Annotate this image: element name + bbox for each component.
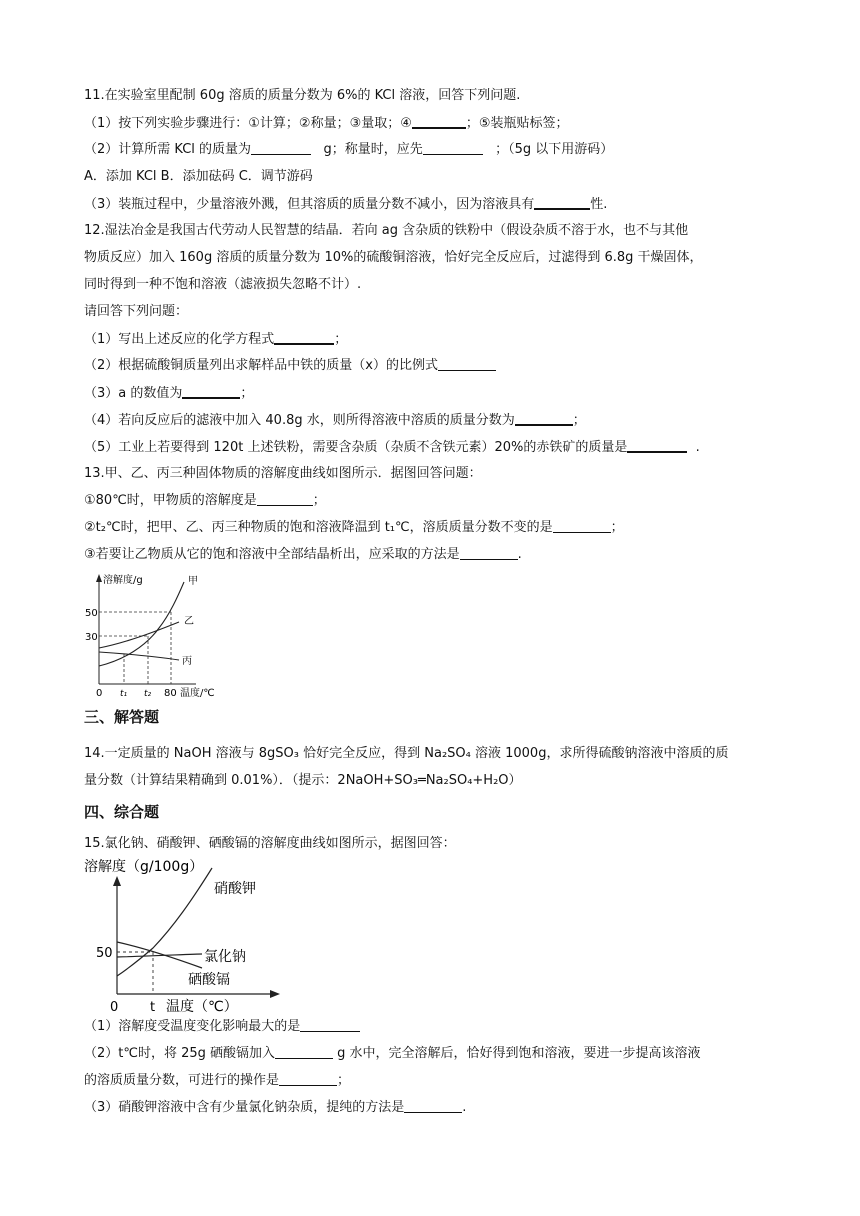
q11-options: A．添加 KCl B．添加砝码 C．调节游码 xyxy=(84,169,313,184)
q15-purify-blank[interactable] xyxy=(404,1098,462,1113)
q13-solubility-blank[interactable] xyxy=(257,491,313,506)
q15-stem: 15.氯化钠、硝酸钾、硒酸镉的溶解度曲线如图所示，据图回答： xyxy=(84,836,456,851)
q11-stem: 11.在实验室里配制 60g 溶质的质量分数为 6%的 KCl 溶液，回答下列问题. xyxy=(84,88,521,103)
q13-solubility-figure xyxy=(84,572,234,702)
q11-part1-text: （1）按下列实验步骤进行：①计算；②称量；③量取；④ xyxy=(84,116,412,131)
q15-part3-text: （3）硝酸钾溶液中含有少量氯化钠杂质，提纯的方法是 xyxy=(84,1100,405,1115)
q15-ytick-50: 50 xyxy=(96,946,113,961)
q12-part3-text: （3）a 的数值为 xyxy=(84,386,183,401)
q15-part3 xyxy=(84,1098,466,1118)
q12-ratio-blank[interactable] xyxy=(438,356,496,371)
q13-unchanged-blank[interactable] xyxy=(553,518,611,533)
q15-part2-text-cont: 的溶质质量分数，可进行的操作是 xyxy=(84,1073,280,1088)
q12-a-value-blank[interactable] xyxy=(182,383,240,399)
q12-equation-blank[interactable] xyxy=(274,329,334,345)
q12-stem-line2: 物质反应）加入 160g 溶质的质量分数为 10%的硫酸铜溶液，恰好完全反应后，过滤得到 6.8g 干燥固体， xyxy=(84,250,703,265)
q15-part2-text: （2）t℃时，将 25g 硒酸镉加入 xyxy=(84,1046,276,1061)
q15-label-nacl: 氯化钠 xyxy=(204,949,246,965)
q12-part5 xyxy=(84,437,700,458)
q15-most-affected-blank[interactable] xyxy=(300,1017,360,1032)
q15-x-arrow xyxy=(270,990,280,998)
q12-stem-line1: 12.湿法冶金是我国古代劳动人民智慧的结晶．若向 ag 含杂质的铁粉中（假设杂质不溶于水，也不与其他 xyxy=(84,223,689,238)
q15-curve-kno3 xyxy=(117,868,212,976)
q11-part3-text: （3）装瓶过程中，少量溶液外溅，但其溶质的质量分数不减小，因为溶液具有 xyxy=(84,197,535,212)
q15-part3-end: . xyxy=(462,1100,467,1115)
q13-curve-yi xyxy=(99,622,179,648)
q13-y-arrow xyxy=(96,574,102,582)
q15-xtick-t: t xyxy=(150,1000,156,1015)
q13-ytick-50: 50 xyxy=(85,608,98,619)
q11-part3 xyxy=(84,194,607,215)
q15-part2-line1 xyxy=(84,1044,701,1064)
q12-part3-end: ； xyxy=(240,386,254,401)
q15-xtick-0: 0 xyxy=(110,1000,119,1015)
q13-curve-bing xyxy=(99,652,179,660)
q12-part2-text: （2）根据硫酸铜质量列出求解样品中铁的质量（x）的比例式 xyxy=(84,358,438,373)
q11-part2-text-end: ；（5g 以下用游码） xyxy=(495,142,614,157)
q15-y-arrow xyxy=(113,876,121,886)
q13-part2-end: ； xyxy=(610,520,624,535)
section-3-heading: 三、解答题 xyxy=(84,708,160,726)
q11-weigh-first-blank[interactable] xyxy=(423,140,483,155)
q13-part3 xyxy=(84,545,522,565)
q12-part5-end: . xyxy=(695,440,700,455)
q12-part1-text: （1）写出上述反应的化学方程式 xyxy=(84,332,275,347)
q13-ylabel: 溶解度/g xyxy=(103,575,143,586)
q12-fraction-blank[interactable] xyxy=(515,410,573,426)
q13-xtick-0: 0 xyxy=(96,688,103,699)
q15-solubility-figure xyxy=(84,856,284,1016)
q15-part1 xyxy=(84,1017,360,1037)
q12-part1 xyxy=(84,329,347,350)
q11-kcl-mass-blank[interactable] xyxy=(251,140,311,155)
q13-part2 xyxy=(84,518,624,538)
q12-part5-text: （5）工业上若要得到 120t 上述铁粉，需要含杂质（杂质不含铁元素）20%的赤铁矿的质量是 xyxy=(84,440,628,455)
q15-water-mass-blank[interactable] xyxy=(275,1044,333,1059)
q13-label-bing: 丙 xyxy=(182,656,192,667)
q12-part4-end: ； xyxy=(572,413,586,428)
q12-part3 xyxy=(84,383,253,404)
q15-part1-text: （1）溶解度受温度变化影响最大的是 xyxy=(84,1019,301,1034)
q13-xtick-t2: t₂ xyxy=(144,689,152,699)
q11-step4-blank[interactable] xyxy=(412,113,466,129)
q12-ore-mass-blank[interactable] xyxy=(627,437,687,453)
q15-part2-end: ； xyxy=(337,1073,351,1088)
q13-stem: 13.甲、乙、丙三种固体物质的溶解度曲线如图所示．据图回答问题： xyxy=(84,466,482,481)
q13-xlabel: 温度/℃ xyxy=(180,688,215,699)
q15-xlabel: 温度（℃） xyxy=(166,999,238,1015)
q12-stem-line3: 同时得到一种不饱和溶液（滤液损失忽略不计）. xyxy=(84,277,362,292)
q13-part1-end: ； xyxy=(312,493,326,508)
section-4-heading: 四、综合题 xyxy=(84,803,160,821)
q11-part2-text-mid: g；称量时，应先 xyxy=(323,142,423,157)
q13-part2-text: ②t₂℃时，把甲、乙、丙三种物质的饱和溶液降温到 t₁℃，溶质质量分数不变的是 xyxy=(84,520,553,535)
q13-label-yi: 乙 xyxy=(184,616,194,627)
q11-part1 xyxy=(84,113,569,134)
q13-ytick-30: 30 xyxy=(85,632,98,643)
q13-xtick-80: 80 xyxy=(164,688,177,699)
q12-prompt: 请回答下列问题： xyxy=(84,304,189,319)
q12-part2 xyxy=(84,356,496,376)
q13-method-blank[interactable] xyxy=(460,545,518,560)
q11-part2 xyxy=(84,140,613,160)
q15-ylabel: 溶解度（g/100g） xyxy=(84,859,204,875)
q13-part3-end: . xyxy=(517,547,522,562)
q13-part1-text: ①80℃时，甲物质的溶解度是 xyxy=(84,493,257,508)
q11-part1-text-end: ；⑤装瓶贴标签； xyxy=(465,116,569,131)
q15-part2-line2 xyxy=(84,1071,350,1091)
q13-part1 xyxy=(84,491,326,511)
q11-part2-text: （2）计算所需 KCl 的质量为 xyxy=(84,142,252,157)
q14-line1: 14.一定质量的 NaOH 溶液与 8gSO₃ 恰好完全反应，得到 Na₂SO₄ 溶液 1000g，求所得硫酸钠溶液中溶质的质 xyxy=(84,746,729,761)
q15-label-cdseo4: 硒酸镉 xyxy=(188,972,230,988)
q11-part3-text-end: 性. xyxy=(590,197,608,212)
q12-part4 xyxy=(84,410,586,431)
q13-xtick-t1: t₁ xyxy=(120,689,128,699)
q15-part2-text-mid: g 水中，完全溶解后，恰好得到饱和溶液，要进一步提高该溶液 xyxy=(337,1046,701,1061)
q13-part3-text: ③若要让乙物质从它的饱和溶液中全部结晶析出，应采取的方法是 xyxy=(84,547,460,562)
q15-operation-blank[interactable] xyxy=(279,1071,337,1086)
q12-part4-text: （4）若向反应后的滤液中加入 40.8g 水，则所得溶液中溶质的质量分数为 xyxy=(84,413,515,428)
q15-curve-nacl xyxy=(117,954,202,957)
q15-label-kno3: 硝酸钾 xyxy=(214,881,256,897)
q11-property-blank[interactable] xyxy=(534,194,590,210)
q12-part1-end: ； xyxy=(334,332,348,347)
q13-label-jia: 甲 xyxy=(188,576,198,587)
q14-line2: 量分数（计算结果精确到 0.01%）．（提示：2NaOH+SO₃═Na₂SO₄+H₂O） xyxy=(84,773,522,788)
